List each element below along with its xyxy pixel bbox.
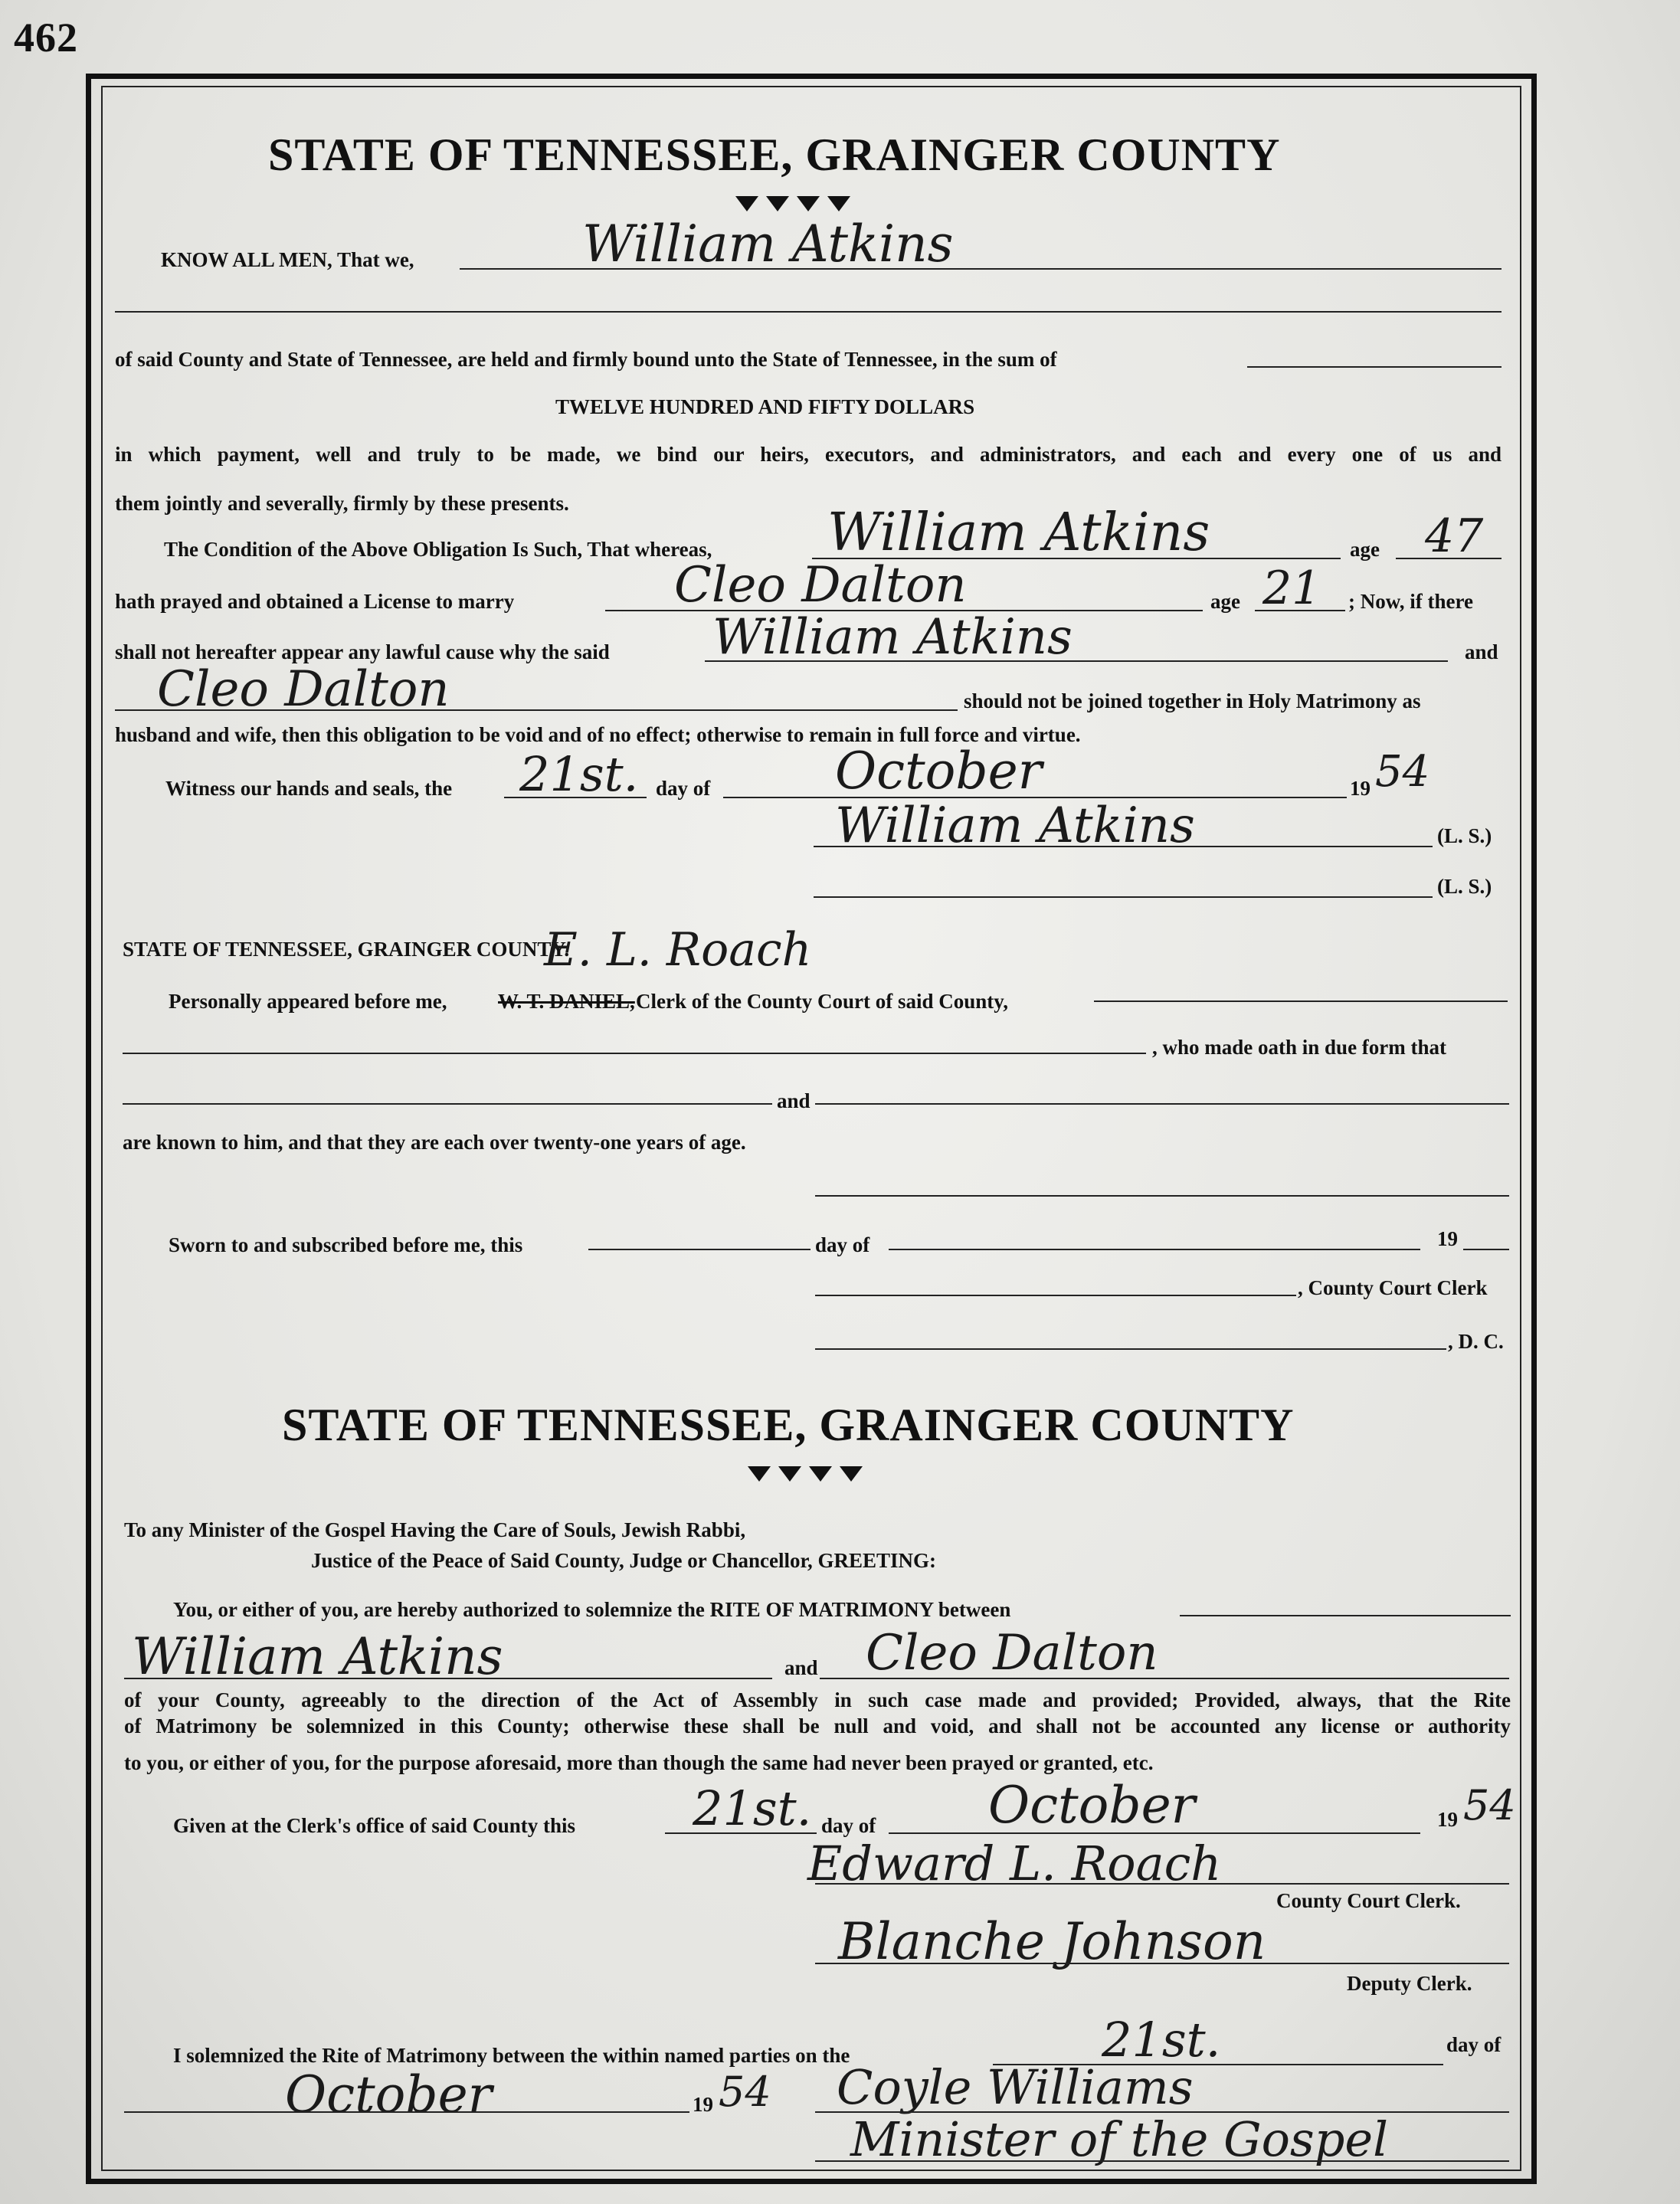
license-deputy-clerk: Deputy Clerk.	[1347, 1972, 1472, 1995]
affidavit-county-court-clerk: , County Court Clerk	[1298, 1276, 1488, 1299]
husband-wife-text: husband and wife, then this obligation to be void and of no effect; otherwise to remain in full force and virtue.	[115, 723, 1081, 746]
minister-line-2	[815, 2160, 1509, 2162]
minister-signature: Coyle Williams	[837, 2059, 1194, 2115]
bond-amount: TWELVE HUNDRED AND FIFTY DOLLARS	[555, 395, 975, 418]
sworn-day-line	[588, 1249, 811, 1250]
license-county-court-clerk: County Court Clerk.	[1276, 1889, 1461, 1912]
given-year: 54	[1463, 1781, 1516, 1829]
bride-name: Cleo Dalton	[674, 557, 967, 614]
sworn-month-line	[889, 1249, 1420, 1250]
principal-name: William Atkins	[582, 215, 954, 273]
given-month: October	[988, 1776, 1196, 1835]
groom-age-label: age	[1350, 538, 1380, 561]
known-text: are known to him, and that they are each over twenty-one years of age.	[123, 1131, 746, 1154]
license-bride-name: Cleo Dalton	[866, 1625, 1158, 1682]
witness-day: 21st.	[519, 746, 639, 802]
bond-jointly-text: them jointly and severally, firmly by these presents.	[115, 492, 569, 515]
license-heading-ornament	[748, 1466, 863, 1482]
affidavit-heading: STATE OF TENNESSEE, GRAINGER COUNTY.	[123, 938, 570, 961]
justice-greeting-text: Justice of the Peace of Said County, Judge or Chancellor, GREETING:	[311, 1549, 937, 1572]
given-year-prefix: 19	[1437, 1808, 1458, 1831]
return-month-line	[124, 2111, 689, 2113]
affidavit-line-4	[815, 1195, 1509, 1197]
who-made-oath-text: , who made oath in due form that	[1152, 1036, 1447, 1059]
bride-name-2: Cleo Dalton	[157, 661, 450, 718]
principal-signature: William Atkins	[835, 797, 1195, 854]
ls-label-2: (L. S.)	[1437, 875, 1492, 898]
witness-day-of: day of	[656, 777, 711, 800]
license-heading: STATE OF TENNESSEE, GRAINGER COUNTY	[282, 1400, 1295, 1450]
sum-line	[1247, 366, 1502, 368]
county-clerk-line	[815, 1295, 1296, 1296]
groom-name-2: William Atkins	[712, 609, 1073, 666]
sworn-text: Sworn to and subscribed before me, this	[169, 1233, 523, 1256]
know-all-men-text: KNOW ALL MEN, That we,	[161, 248, 414, 271]
return-day: 21st.	[1102, 2012, 1221, 2068]
affidavit-line-3a	[123, 1103, 772, 1105]
return-month: October	[285, 2065, 493, 2124]
license-county-text: of your County, agreeably to the direction of the Act of Assembly in such case made and provided; Provided, always, that the Rite	[124, 1688, 1511, 1711]
bond-payment-text: in which payment, well and truly to be made, we bind our heirs, executors, and administrators, and each and every one of us and	[115, 443, 1502, 466]
struck-clerk-name: W. T. DANIEL,	[498, 990, 635, 1013]
bride-age: 21	[1262, 562, 1321, 615]
license-text: hath prayed and obtained a License to marry	[115, 590, 515, 613]
return-year-prefix: 19	[693, 2093, 713, 2116]
dc-line	[815, 1348, 1446, 1350]
now-if-there-text: ; Now, if there	[1348, 590, 1473, 613]
witness-year-prefix: 19	[1350, 777, 1371, 800]
license-clerk-line	[815, 1883, 1509, 1885]
groom-age: 47	[1425, 509, 1484, 563]
you-authorized-text: You, or either of you, are hereby authorized to solemnize the RITE OF MATRIMONY between	[173, 1598, 1011, 1621]
sworn-year-line	[1463, 1249, 1509, 1250]
return-day-of: day of	[1446, 2033, 1502, 2056]
personally-appeared-text: Personally appeared before me,	[169, 990, 447, 1013]
signature-line-2	[814, 896, 1433, 898]
license-purpose-text: to you, or either of you, for the purpose aforesaid, more than though the same had never been prayed or granted, etc.	[124, 1751, 1154, 1774]
bride-age-label: age	[1210, 590, 1240, 613]
authorized-line	[1180, 1615, 1511, 1616]
and-label-1: and	[1465, 640, 1498, 663]
bond-county-text: of said County and State of Tennessee, are held and firmly bound unto the State of Tennessee, in the sum of	[115, 348, 1057, 371]
given-day: 21st.	[693, 1780, 812, 1836]
license-and-label: and	[784, 1656, 818, 1679]
given-text: Given at the Clerk's office of said County this	[173, 1814, 575, 1837]
solemnized-text: I solemnized the Rite of Matrimony between the within named parties on the	[173, 2044, 850, 2067]
bride-name-2-line	[115, 709, 958, 711]
affidavit-line-3b	[815, 1103, 1509, 1105]
affidavit-line-1	[1094, 1000, 1508, 1002]
bond-heading: STATE OF TENNESSEE, GRAINGER COUNTY	[268, 129, 1281, 180]
minister-title: Minister of the Gospel	[850, 2111, 1388, 2167]
deputy-clerk-line	[815, 1963, 1509, 1964]
should-not-text: should not be joined together in Holy Matrimony as	[964, 689, 1421, 712]
witness-text: Witness our hands and seals, the	[165, 777, 453, 800]
clerk-of-court-text: Clerk of the County Court of said County,	[636, 990, 1009, 1013]
given-day-of: day of	[821, 1814, 876, 1837]
condition-text: The Condition of the Above Obligation Is Such, That whereas,	[164, 538, 712, 561]
return-year: 54	[719, 2068, 771, 2116]
witness-year: 54	[1375, 747, 1430, 797]
principal-line-2	[115, 311, 1502, 313]
lawful-cause-text: shall not hereafter appear any lawful cause why the said	[115, 640, 610, 663]
affidavit-and-label: and	[777, 1089, 811, 1112]
page-number: 462	[14, 15, 78, 61]
witness-month: October	[835, 742, 1043, 801]
affidavit-dc: , D. C.	[1448, 1330, 1504, 1353]
deputy-signature: Blanche Johnson	[838, 1912, 1266, 1971]
heading-ornament	[735, 196, 850, 211]
license-matrimony-text: of Matrimony be solemnized in this County; otherwise these shall be null and void, and shall not be accounted any license or authority	[124, 1714, 1511, 1737]
license-clerk-signature: Edward L. Roach	[807, 1836, 1222, 1891]
affidavit-line-2	[123, 1053, 1146, 1054]
sworn-year-prefix: 19	[1437, 1227, 1458, 1250]
ls-label-1: (L. S.)	[1437, 824, 1492, 847]
groom-name: William Atkins	[827, 503, 1210, 563]
license-groom-name: William Atkins	[132, 1627, 503, 1686]
to-any-minister-text: To any Minister of the Gospel Having the Care of Souls, Jewish Rabbi,	[124, 1518, 746, 1541]
sworn-day-of: day of	[815, 1233, 870, 1256]
license-groom-line	[124, 1678, 772, 1679]
affidavit-clerk-signature: E. L. Roach	[544, 923, 812, 977]
